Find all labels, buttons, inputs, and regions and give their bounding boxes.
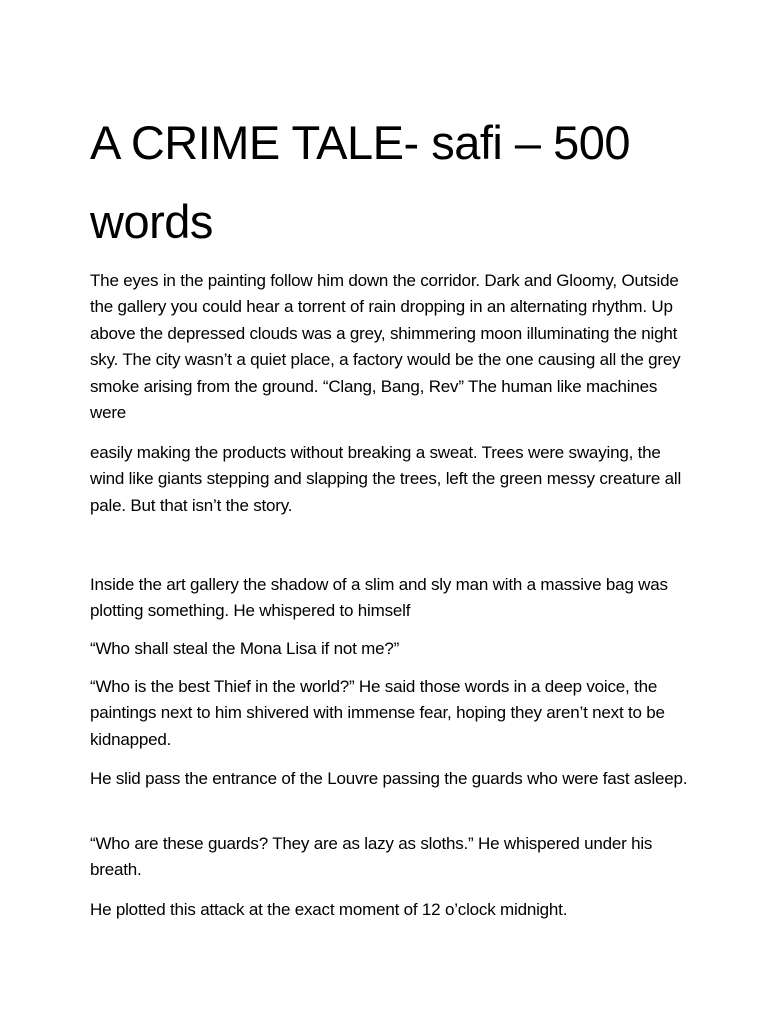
- paragraph-3: Inside the art gallery the shadow of a slim and sly man with a massive bag was plotting something. He whispered to himself: [90, 575, 668, 621]
- paragraph-2: easily making the products without breaking a sweat. Trees were swaying, the wind like giants stepping and slapping the trees, left the green messy creature all pale. But that isn’t the story.: [90, 443, 682, 515]
- paragraph-8: He plotted this attack at the exact moment of 12 o’clock midnight.: [90, 900, 568, 919]
- paragraph-7: “Who are these guards? They are as lazy as sloths.” He whispered under his breath.: [90, 834, 653, 880]
- paragraph-6: He slid pass the entrance of the Louvre passing the guards who were fast asleep.: [90, 769, 688, 788]
- paragraph-5: “Who is the best Thief in the world?” He said those words in a deep voice, the paintings next to him shivered with immense fear, hoping they aren’t next to be kidnapped.: [90, 677, 665, 749]
- paragraph-4: “Who shall steal the Mona Lisa if not me?”: [90, 639, 400, 658]
- document-title: A CRIME TALE- safi – 500 words: [90, 116, 631, 248]
- paragraph-1: The eyes in the painting follow him down the corridor. Dark and Gloomy, Outside the gallery you could hear a torrent of rain dropping in an alternating rhythm. Up above the depressed clouds was a grey, shimmering moon illuminating the night sky. The city wasn’t a quiet place, a factory would be the one causing all the grey smoke arising from the ground. “Clang, Bang, Rev” The human like machines were: [90, 271, 681, 423]
